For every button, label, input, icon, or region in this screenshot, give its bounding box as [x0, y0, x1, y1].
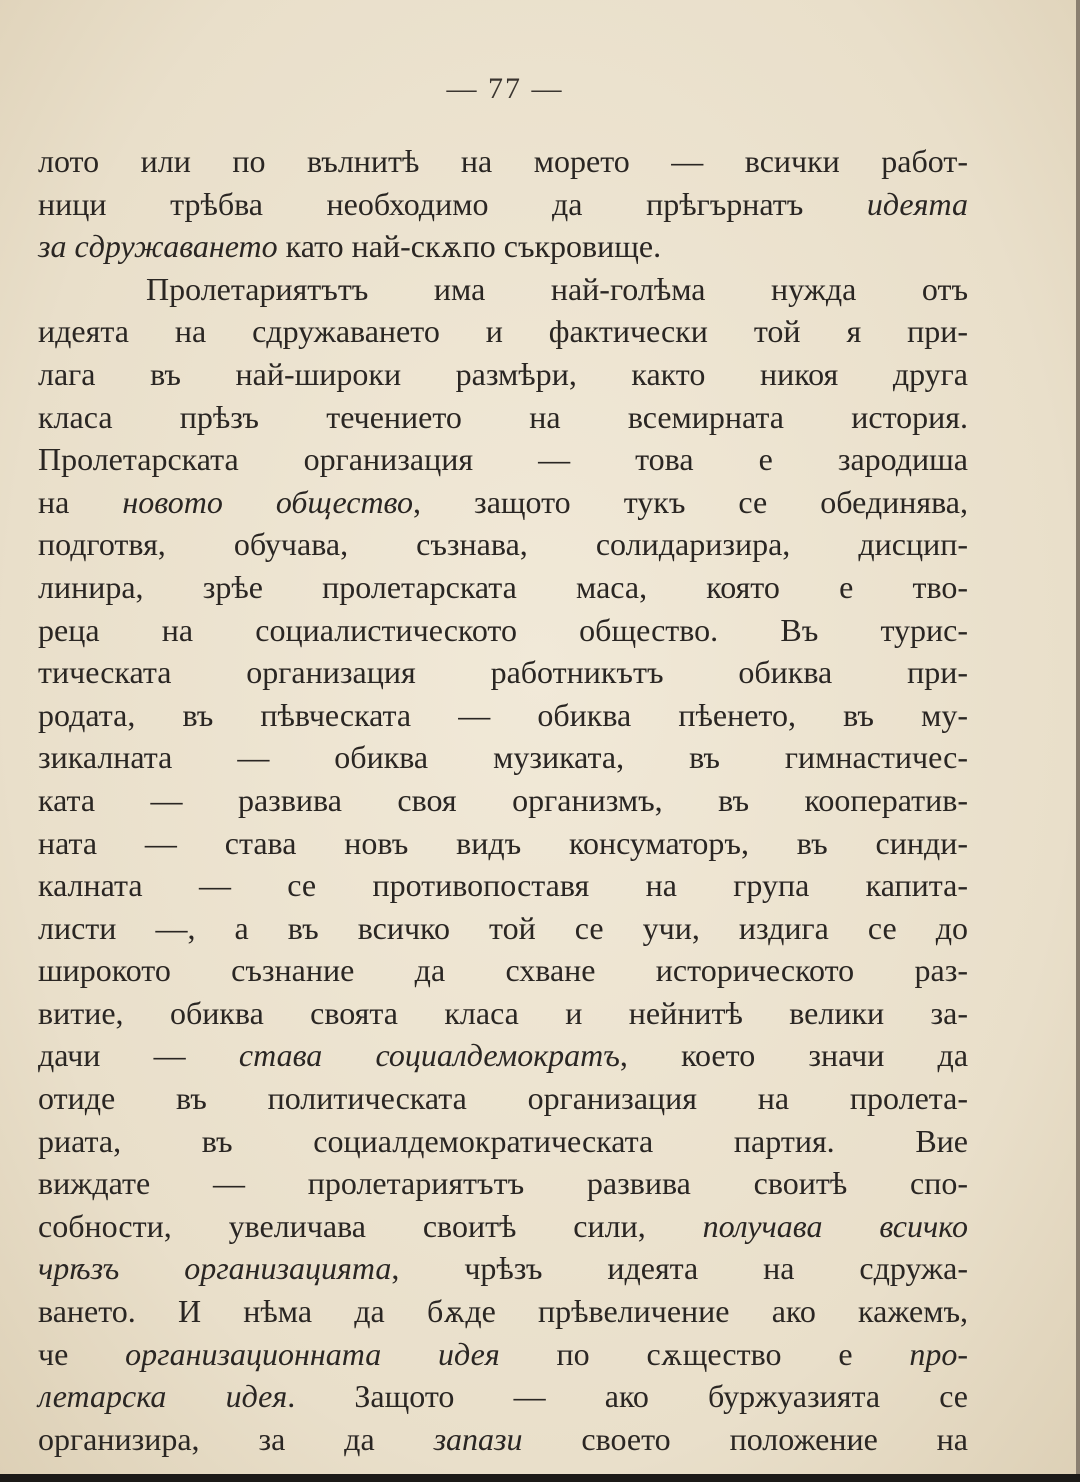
text-segment: , чрѣзъ идеята на сдружа- — [391, 1250, 969, 1287]
text-line — [38, 1205, 968, 1248]
text-line — [38, 1077, 968, 1120]
italic-text: идеята — [866, 185, 968, 222]
text-segment: лото или по вълнитѣ на морето — всички работ- — [38, 143, 968, 179]
text-line — [38, 694, 968, 737]
text-line — [38, 183, 968, 226]
text-segment: организира, за да — [38, 1420, 434, 1457]
text-segment: ването. И нѣма да бѫде прѣвеличение ако кажемъ, — [38, 1293, 968, 1330]
text-line — [38, 140, 968, 183]
text-segment: дачи — — [38, 1037, 239, 1074]
text-segment: че — [38, 1335, 126, 1372]
text-segment: витие, обиква своята класа и нейнитѣ велики за- — [38, 994, 968, 1031]
text-segment: . Защото — ако буржуазията се — [287, 1378, 969, 1415]
text-line — [38, 566, 968, 609]
text-line — [38, 268, 968, 311]
text-segment: отиде въ политическата организация на пролета- — [38, 1080, 968, 1117]
text-line — [38, 438, 968, 481]
body-text — [38, 140, 968, 1460]
italic-text: про- — [909, 1335, 969, 1372]
text-segment: широкото съзнание да схване историческото раз- — [38, 952, 968, 989]
text-segment: виждате — пролетариятътъ развива своитѣ спо- — [38, 1165, 968, 1202]
text-line — [38, 864, 968, 907]
text-segment: тическата организация работникътъ обиква при- — [38, 654, 968, 691]
text-line — [38, 1162, 968, 1205]
text-segment: , което значи да — [619, 1037, 969, 1074]
text-segment: Пролетарската организация — това е зародиша — [38, 441, 968, 478]
text-segment: по сѫщество е — [499, 1335, 910, 1372]
italic-text: чрѣзъ организацията — [38, 1250, 392, 1287]
text-segment: своето положение на — [522, 1420, 969, 1457]
text-line — [38, 949, 968, 992]
italic-text: организационната идея — [125, 1335, 500, 1372]
page-number: — 77 — — [446, 72, 564, 105]
text-segment: лага въ най-широки размѣри, както никоя друга — [38, 355, 968, 392]
italic-text: новото общество — [122, 483, 414, 520]
text-segment: собности, увеличава своитѣ сили, — [38, 1207, 703, 1244]
text-segment: зикалната — обиква музиката, въ гимнастичес- — [38, 739, 968, 776]
text-segment: подготвя, обучава, съзнава, солидаризира, дисцип- — [38, 526, 968, 563]
text-segment: класа прѣзъ течението на всемирната история. — [38, 398, 968, 435]
text-line — [38, 1120, 968, 1163]
text-segment: родата, въ пѣвческата — обиква пѣенето, въ му- — [38, 696, 968, 733]
text-line — [38, 1247, 968, 1290]
text-segment: калната — се противопоставя на група капита- — [38, 867, 968, 904]
text-line — [38, 1290, 968, 1333]
text-segment: като най-скѫпо съкровище. — [277, 228, 662, 265]
italic-text: запази — [433, 1420, 523, 1457]
text-line — [38, 651, 968, 694]
italic-text: получава всичко — [702, 1207, 969, 1244]
text-segment: риата, въ социалдемократическата партия. Вие — [38, 1122, 968, 1159]
page-edge — [1076, 0, 1080, 1482]
text-line — [38, 1034, 968, 1077]
page-bottom-edge — [0, 1474, 1080, 1482]
text-segment: на — [38, 483, 123, 520]
text-line — [38, 736, 968, 779]
text-line — [38, 225, 968, 268]
text-segment: листи —, а въ всичко той се учи, издига се до — [38, 909, 968, 946]
text-line — [38, 609, 968, 652]
text-segment: , защото тукъ се обединява, — [413, 483, 969, 520]
text-line — [38, 353, 968, 396]
text-line — [38, 310, 968, 353]
text-line — [38, 1418, 968, 1461]
text-line — [38, 907, 968, 950]
text-line — [38, 992, 968, 1035]
text-line — [38, 396, 968, 439]
text-line — [38, 779, 968, 822]
text-segment: идеята на сдружаването и фактически той я при- — [38, 313, 968, 350]
text-line — [38, 481, 968, 524]
text-segment: ната — става новъ видъ консуматоръ, въ синди- — [38, 824, 968, 861]
text-segment: ници трѣбва необходимо да прѣгърнатъ — [38, 185, 867, 222]
text-line — [38, 1333, 968, 1376]
text-segment: реца на социалистическото общество. Въ турис- — [38, 611, 968, 648]
text-segment: ката — развива своя организмъ, въ кооператив- — [38, 781, 968, 818]
text-segment: Пролетариятътъ има най-голѣма нужда отъ — [146, 270, 968, 307]
text-line — [38, 523, 968, 566]
italic-text: става социалдемократъ — [238, 1037, 620, 1074]
text-segment: линира, зрѣе пролетарската маса, която е тво- — [38, 568, 968, 605]
text-line — [38, 822, 968, 865]
italic-text: за сдружаването — [38, 228, 278, 265]
italic-text: летарска идея — [38, 1378, 288, 1415]
text-line — [38, 1375, 968, 1418]
